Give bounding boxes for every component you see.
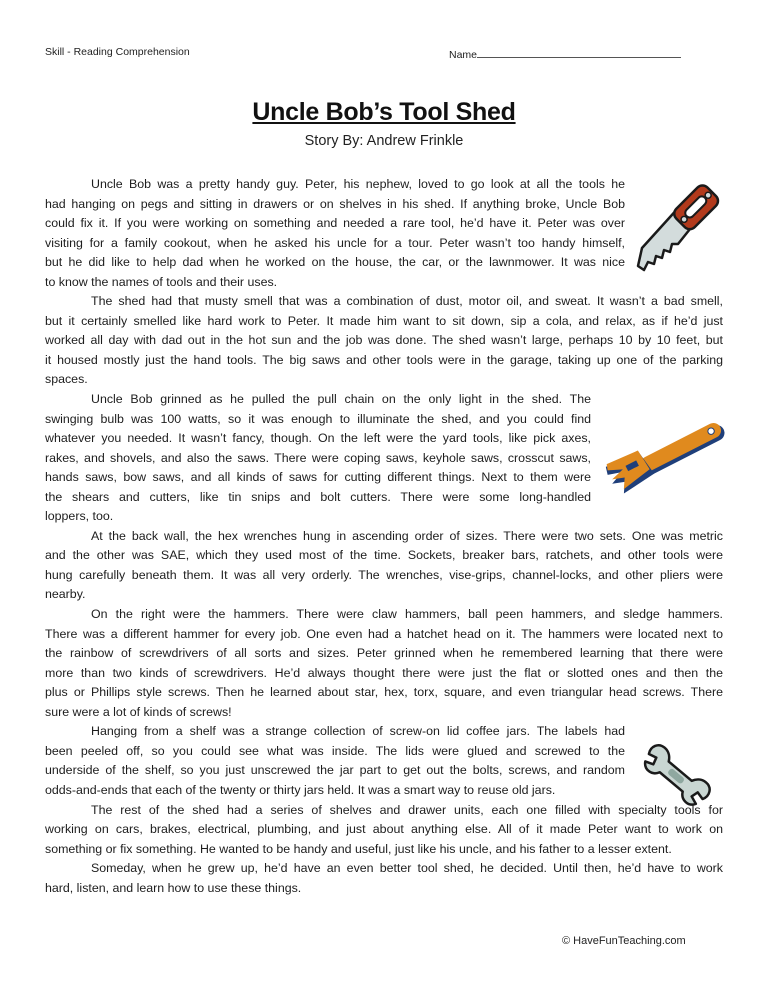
adjustable-wrench-icon <box>600 410 735 505</box>
name-field <box>449 46 681 61</box>
paragraph-2: The shed had that musty smell that was a combination of dust, motor oil, and sweat. It wasn’t a bad smell, but it certainly smelled like hard work to Peter. It made him want to sit down, sip a cola, and relax, as if he’d just worked all day with dad out in the hot sun and the job was done. The shed wasn’t large, perhaps 10 by 10 feet, but it housed mostly just the hand tools. The big saws and other tools were in the garage, taking up one of the parking spaces. <box>45 294 723 387</box>
paragraph-4: At the back wall, the hex wrenches hung in ascending order of sizes. There were two sets. One was metric and the other was SAE, which they used most of the time. Sockets, breaker bars, ratchets, and other tools were hung carefully beneath them. It was all very orderly. The wrenches, vise-grips, channel-locks, and other pliers were nearby. <box>45 528 723 602</box>
paragraph-3: Uncle Bob grinned as he pulled the pull chain on the only light in the shed. The swinging bulb was 100 watts, so it was enough to illuminate the shed, and you could find whatever you needed. It wasn’t fancy, though. On the left were the yard tools, like pick axes, rakes, and shovels, and also the saws. There were coping saws, keyhole saws, crosscut saws, hands saws, bow saws, and all kinds of saws for cutting different things. Next to them were the shears and cutters, like tin snips and bolt cutters. There were some long-handled loppers, too. <box>45 392 591 524</box>
page-title: Uncle Bob’s Tool Shed <box>252 98 516 126</box>
name-label: Name <box>449 49 478 61</box>
hand-saw-icon <box>632 178 722 278</box>
copyright-footer: © HaveFunTeaching.com <box>562 935 686 947</box>
paragraph-7: The rest of the shed had a series of shelves and drawer units, each one filled with specialty tools for working on cars, brakes, electrical, plumbing, and just about anything else. All of it made Peter want to work on something or fix something. He wanted to be handy and useful, just like his uncle, and his father to a lesser extent. <box>45 802 723 856</box>
story-body <box>45 175 723 898</box>
byline: Story By: Andrew Frinkle <box>304 133 464 149</box>
skill-label: Skill - Reading Comprehension <box>45 46 190 58</box>
paragraph-6: Hanging from a shelf was a strange collection of screw-on lid coffee jars. The labels had been peeled off, so you could see what was inside. The lids were glued and screwed to the underside of the shelf, so you just unscrewed the jar part to get out the bolts, screws, and random odds-and-ends that each of the twenty or thirty jars held. It was a smart way to reuse old jars. <box>45 724 625 797</box>
open-end-wrench-icon <box>640 740 715 810</box>
paragraph-5: On the right were the hammers. There were claw hammers, ball peen hammers, and sledge hammers. There was a different hammer for every job. One even had a hatchet head on it. The hammers were located next to the rainbow of screwdrivers of all sorts and sizes. Peter grinned when he remembered learning that there were more than two kinds of screwdrivers. He’d always thought there were just the flat or slotted ones and then the plus or Phillips style screws. Then he learned about star, hex, torx, square, and even triangular head screws. There sure were a lot of kinds of screws! <box>45 607 723 719</box>
name-blank-line[interactable] <box>477 46 681 58</box>
paragraph-8: Someday, when he grew up, he’d have an even better tool shed, he decided. Until then, he’d have to work hard, listen, and learn how to use these things. <box>45 861 723 895</box>
paragraph-1: Uncle Bob was a pretty handy guy. Peter, his nephew, loved to go look at all the tools he had hanging on pegs and sitting in drawers or on shelves in his shed. If anything broke, Uncle Bob could fix it. If you were working on something and needed a rare tool, he’d have it. Peter was over visiting for a family cookout, when he asked his uncle for a tour. Peter wasn’t too handy himself, but he did like to help dad when he worked on the house, the car, or the lawnmower. It was nice to know the names of tools and their uses. <box>45 177 625 289</box>
